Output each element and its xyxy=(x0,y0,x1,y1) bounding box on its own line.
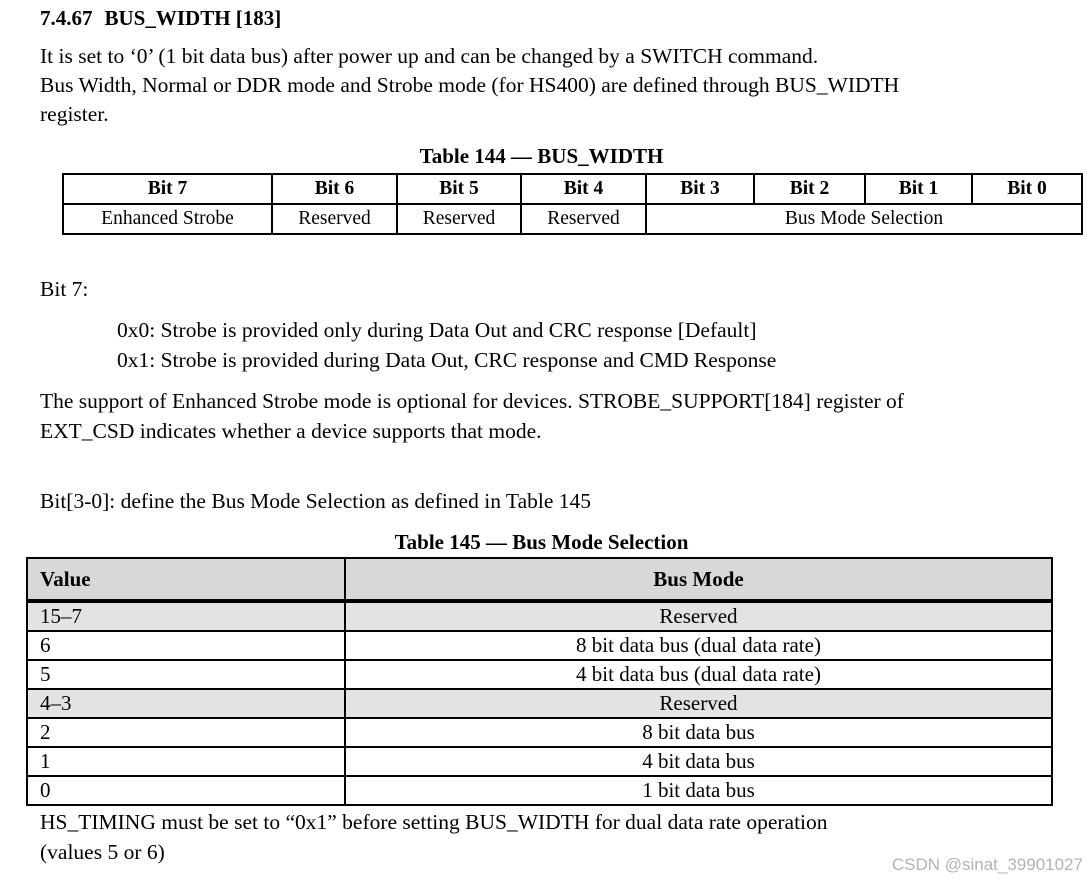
table-145-value: 6 xyxy=(27,631,345,660)
table-144-header-bit7: Bit 7 xyxy=(63,174,272,204)
bits-3-0-description: Bit[3-0]: define the Bus Mode Selection as defined in Table 145 xyxy=(40,489,592,513)
table-145-value: 4–3 xyxy=(27,689,345,718)
table-145-value: 0 xyxy=(27,776,345,805)
bit7-option-0x1: 0x1: Strobe is provided during Data Out, CRC response and CMD Response xyxy=(117,348,777,372)
footer-note-line-2: (values 5 or 6) xyxy=(40,840,165,864)
table-144-header-bit2: Bit 2 xyxy=(754,174,865,204)
section-number: 7.4.67 xyxy=(40,6,93,30)
table-145-header-value: Value xyxy=(27,558,345,601)
table-row xyxy=(27,718,1052,747)
table-145-header-row xyxy=(27,558,1052,601)
footer-note-line-1: HS_TIMING must be set to “0x1” before setting BUS_WIDTH for dual data rate operation xyxy=(40,810,828,834)
table-row xyxy=(27,660,1052,689)
intro-line-3: register. xyxy=(40,102,109,126)
bit7-label: Bit 7: xyxy=(40,277,89,301)
table-145 xyxy=(26,557,1053,806)
table-145-header-mode: Bus Mode xyxy=(345,558,1052,601)
strobe-support-line-2: EXT_CSD indicates whether a device supports that mode. xyxy=(40,419,542,443)
table-145-mode: Reserved xyxy=(345,601,1052,631)
table-145-value: 5 xyxy=(27,660,345,689)
table-144-header-row xyxy=(63,174,1082,204)
table-145-mode: 4 bit data bus xyxy=(345,747,1052,776)
table-144-cell-bit6: Reserved xyxy=(272,204,397,234)
table-144-cell-bit4: Reserved xyxy=(521,204,646,234)
table-row xyxy=(27,601,1052,631)
table-145-mode: 1 bit data bus xyxy=(345,776,1052,805)
table-144-header-bit4: Bit 4 xyxy=(521,174,646,204)
table-row xyxy=(27,747,1052,776)
table-144 xyxy=(62,173,1083,235)
table-145-mode: 8 bit data bus xyxy=(345,718,1052,747)
table-144-header-bit0: Bit 0 xyxy=(972,174,1082,204)
table-145-value: 2 xyxy=(27,718,345,747)
strobe-support-line-1: The support of Enhanced Strobe mode is optional for devices. STROBE_SUPPORT[184] register of xyxy=(40,389,904,413)
table-row xyxy=(27,776,1052,805)
table-145-mode: 8 bit data bus (dual data rate) xyxy=(345,631,1052,660)
table-144-cell-bit5: Reserved xyxy=(397,204,521,234)
table-144-cell-bit7: Enhanced Strobe xyxy=(63,204,272,234)
table-145-value: 15–7 xyxy=(27,601,345,631)
table-144-header-bit1: Bit 1 xyxy=(865,174,972,204)
table-145-mode: 4 bit data bus (dual data rate) xyxy=(345,660,1052,689)
section-heading xyxy=(40,6,281,31)
table-144-cell-bits3-0: Bus Mode Selection xyxy=(646,204,1082,234)
table-row xyxy=(27,631,1052,660)
section-title: BUS_WIDTH [183] xyxy=(104,6,282,30)
table-145-caption: Table 145 — Bus Mode Selection xyxy=(394,530,689,554)
bit7-option-0x0: 0x0: Strobe is provided only during Data Out and CRC response [Default] xyxy=(117,318,757,342)
table-145-value: 1 xyxy=(27,747,345,776)
intro-line-1: It is set to ‘0’ (1 bit data bus) after power up and can be changed by a SWITCH command. xyxy=(40,44,819,68)
intro-line-2: Bus Width, Normal or DDR mode and Strobe mode (for HS400) are defined through BUS_WIDTH xyxy=(40,73,900,97)
watermark: CSDN @sinat_39901027 xyxy=(891,855,1083,874)
table-144-caption: Table 144 — BUS_WIDTH xyxy=(419,144,664,168)
table-row xyxy=(27,689,1052,718)
table-144-header-bit3: Bit 3 xyxy=(646,174,754,204)
table-144-header-bit6: Bit 6 xyxy=(272,174,397,204)
table-144-header-bit5: Bit 5 xyxy=(397,174,521,204)
table-144-value-row xyxy=(63,204,1082,234)
table-145-mode: Reserved xyxy=(345,689,1052,718)
